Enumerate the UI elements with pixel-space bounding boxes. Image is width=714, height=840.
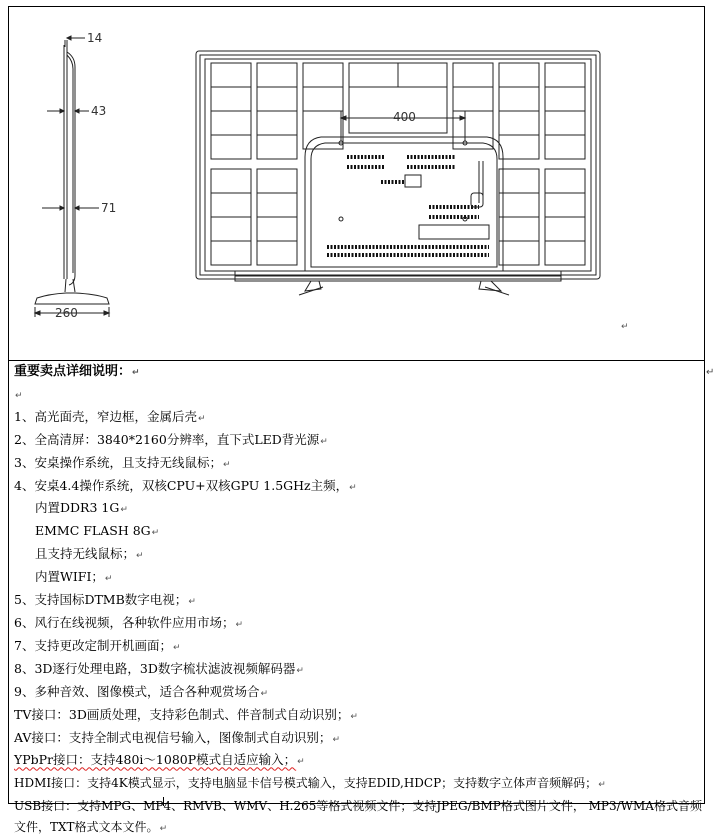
interface-item-tv: TV接口：3D画质处理，支持彩色制式、伴音制式自动识别；↵ [14, 706, 358, 722]
list-item: 4、安桌4.4操作系统，双核CPU+双核GPU 1.5GHz主频，↵ [14, 477, 357, 493]
side-profile-view [35, 36, 109, 317]
interface-item-ypbpr: YPbPr接口：支持480i～1080P模式自适应输入；↵ [14, 752, 305, 768]
list-item: 2、全高清屏：3840*2160分辨率，直下式LED背光源↵ [14, 431, 328, 447]
list-subitem: 内置DDR3 1G↵ [35, 500, 128, 516]
list-item: 3、安桌操作系统，且支持无线鼠标；↵ [14, 454, 231, 470]
dim-label-43: 43 [91, 104, 107, 118]
dim-label-260: 260 [55, 306, 78, 320]
cell-divider-tick [163, 797, 164, 806]
list-item: 7、支持更改定制开机画面；↵ [14, 637, 181, 653]
section-heading: 重要卖点详细说明：↵ [14, 364, 140, 379]
list-subitem: 且支持无线鼠标；↵ [35, 546, 144, 562]
list-item: 8、3D逐行处理电路，3D数字梳状滤波视频解码器↵ [14, 660, 304, 676]
table-row-divider [8, 360, 705, 361]
blank-line: ↵ [15, 390, 23, 401]
dim-label-400: 400 [393, 110, 416, 124]
list-subitem: 内置WIFI；↵ [35, 569, 113, 585]
list-subitem: EMMC FLASH 8G↵ [35, 523, 160, 539]
dim-label-71: 71 [101, 201, 117, 215]
interface-item-av: AV接口：支持全制式电视信号输入，图像制式自动识别；↵ [14, 729, 340, 745]
paragraph-mark: ↵ [621, 322, 629, 332]
dim-label-14: 14 [87, 31, 103, 45]
rear-view [196, 51, 600, 295]
list-item: 1、高光面壳，窄边框，金属后壳↵ [14, 408, 206, 424]
list-item: 6、风行在线视频，各种软件应用市场；↵ [14, 614, 244, 630]
vent-grid-right [453, 63, 585, 265]
interface-item-hdmi: HDMI接口：支持4K模式显示，支持电脑显卡信号模式输入，支持EDID,HDCP；支持数字立体声音频解码；↵ [14, 776, 606, 791]
selling-points-section [14, 362, 702, 840]
list-item: 9、多种音效、图像模式，适合各种观赏场合↵ [14, 683, 269, 699]
vent-grid-left [211, 63, 343, 265]
cell-end-mark: ↵ [706, 367, 714, 378]
list-item: 5、支持国标DTMB数字电视；↵ [14, 592, 196, 608]
interface-item-usb: USB接口：支持MPG、MP4、RMVB、WMV、H.265等格式视频文件；支持JPEG/BMP格式图片文件， MP3/WMA格式音频文件，TXT格式文本文件。↵ [14, 799, 702, 835]
tv-technical-drawing [9, 7, 704, 359]
